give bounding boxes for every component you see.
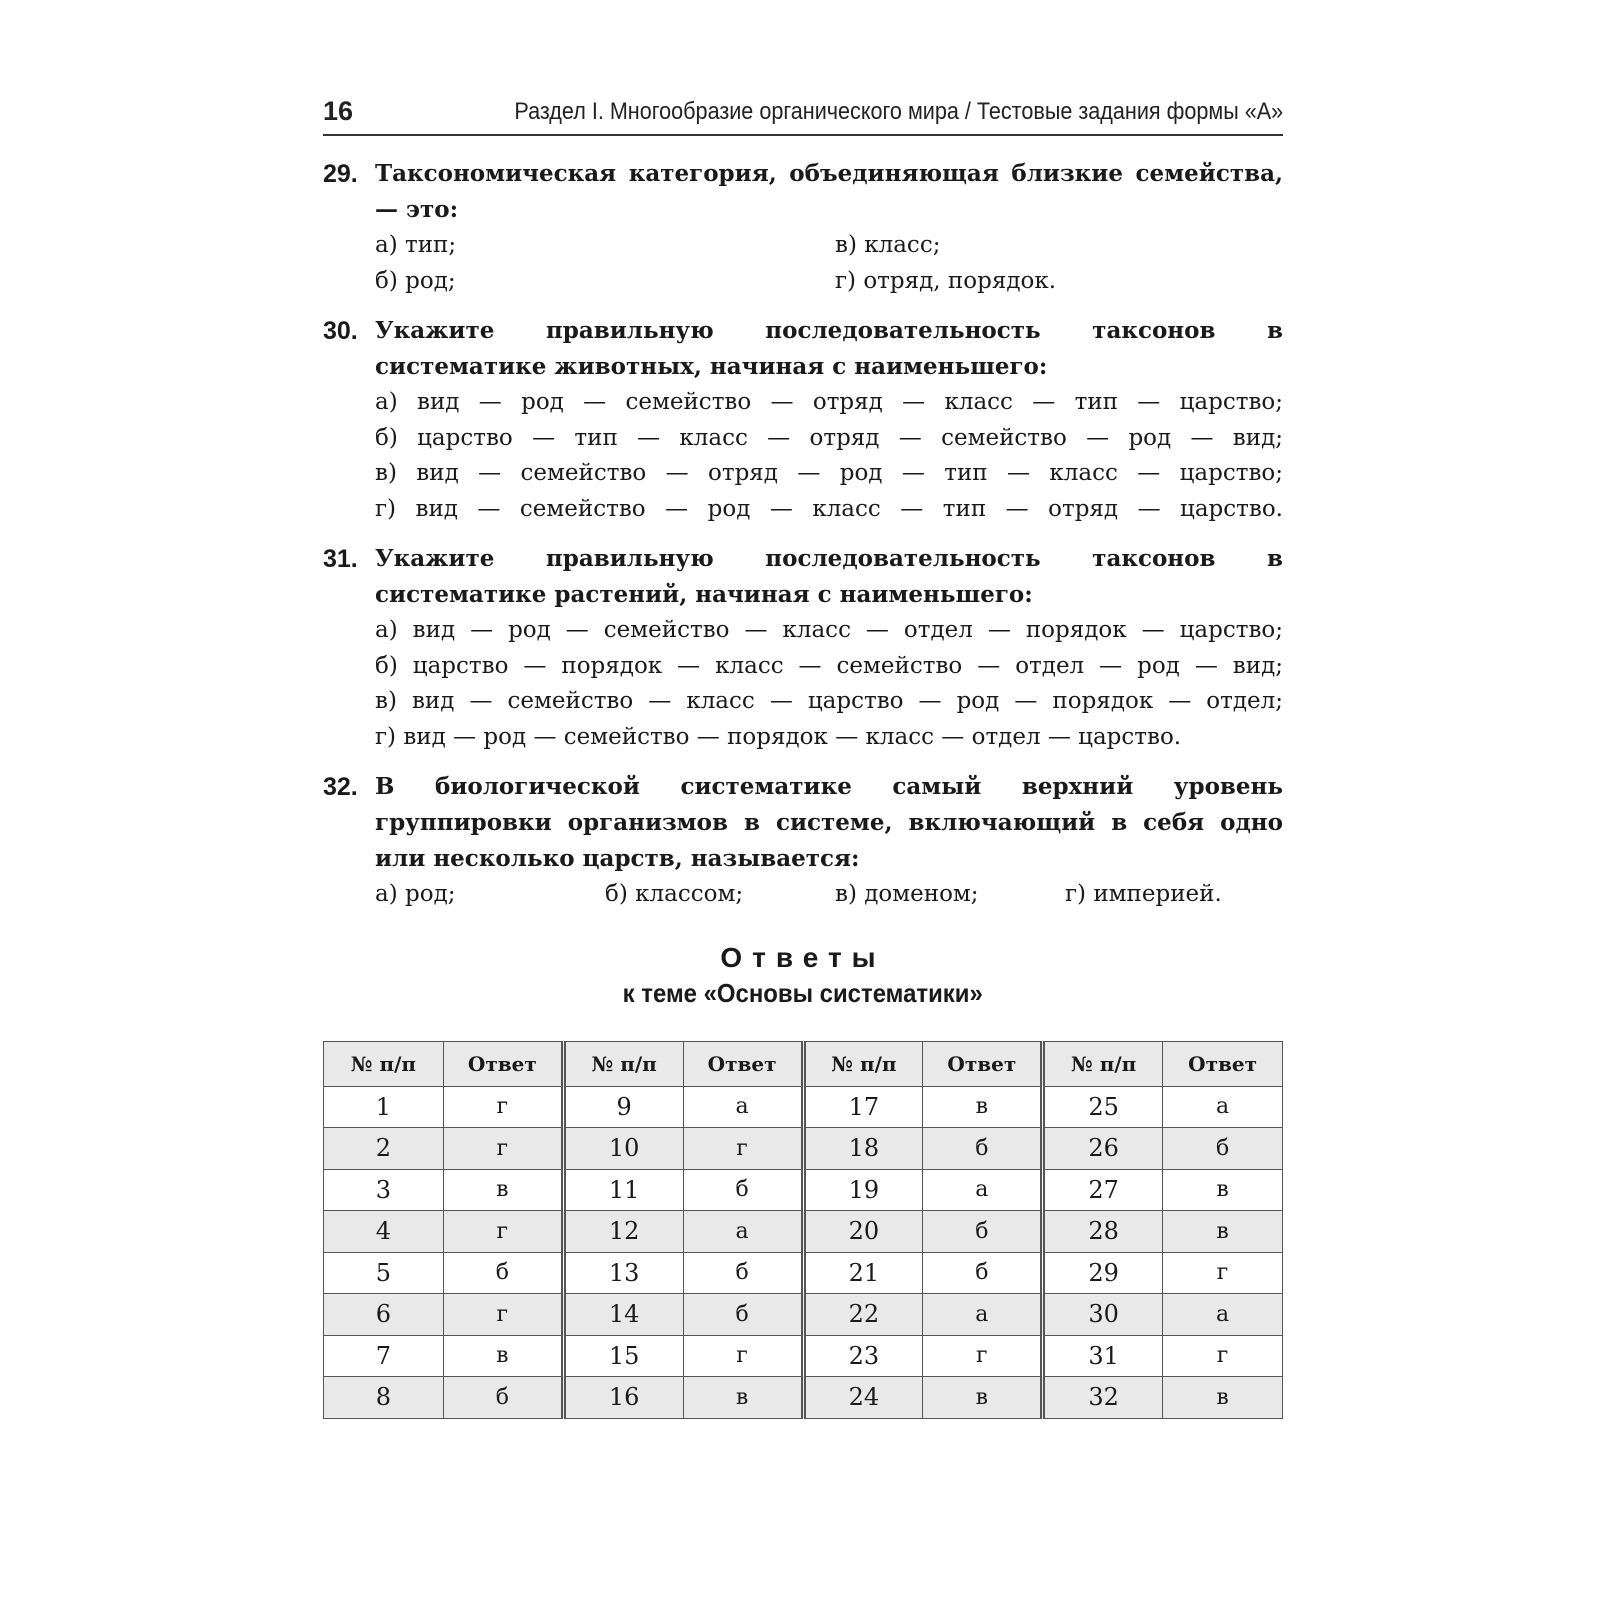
option-g: г) отряд, порядок.	[835, 267, 1057, 294]
table-row	[324, 1128, 1283, 1170]
table-row	[324, 1086, 1283, 1128]
question-num-cell: 1	[324, 1086, 444, 1128]
answers-table	[323, 1041, 1283, 1419]
question-num-cell: 14	[563, 1294, 683, 1336]
question-number: 31.	[323, 545, 358, 573]
answer-letter-cell: б	[923, 1211, 1043, 1253]
option-g: г) империей.	[1065, 881, 1222, 907]
question-31	[323, 541, 1283, 755]
option-a: а) вид — род — семейство — класс — отдел — порядок — царство;	[375, 617, 1283, 643]
option-v: в) доменом;	[835, 881, 979, 907]
question-num-cell: 6	[324, 1294, 444, 1336]
answer-letter-cell: а	[923, 1294, 1043, 1336]
question-num-cell: 22	[803, 1294, 923, 1336]
option-v: в) вид — семейство — отряд — род — тип — класс — царство;	[375, 460, 1283, 486]
option-v: в) класс;	[835, 232, 941, 258]
question-text: Таксономическая категория, объединяющая близкие семейства, — это:	[375, 160, 1283, 223]
answers-subtitle: к теме «Основы систематики»	[622, 977, 984, 1008]
answer-letter-cell: г	[443, 1294, 563, 1336]
answer-letter-cell: г	[923, 1335, 1043, 1377]
table-row	[324, 1377, 1283, 1419]
answer-letter-cell: в	[923, 1086, 1043, 1128]
question-num-cell: 10	[563, 1128, 683, 1170]
option-b: б) род;	[375, 267, 456, 294]
question-num-cell: 27	[1043, 1169, 1163, 1211]
question-number: 30.	[323, 317, 358, 345]
answer-letter-cell: а	[923, 1169, 1043, 1211]
table-row	[324, 1335, 1283, 1377]
answer-options	[375, 613, 1283, 755]
question-num-cell: 13	[563, 1252, 683, 1294]
table-row	[324, 1294, 1283, 1336]
question-num-cell: 29	[1043, 1252, 1163, 1294]
question-num-cell: 7	[324, 1335, 444, 1377]
question-num-cell: 4	[324, 1211, 444, 1253]
answer-letter-cell: г	[1163, 1252, 1283, 1294]
question-num-cell: 18	[803, 1128, 923, 1170]
question-num-cell: 9	[563, 1086, 683, 1128]
option-g: г) вид — род — семейство — порядок — класс — отдел — царство.	[375, 723, 1182, 750]
answer-letter-cell: г	[443, 1086, 563, 1128]
option-a: а) род;	[375, 881, 456, 907]
question-number: 32.	[323, 773, 358, 801]
question-num-cell: 17	[803, 1086, 923, 1128]
question-30	[323, 313, 1283, 527]
col-ans-header: Ответ	[923, 1041, 1043, 1086]
answer-letter-cell: а	[683, 1211, 803, 1253]
answer-letter-cell: г	[443, 1211, 563, 1253]
question-num-cell: 3	[324, 1169, 444, 1211]
question-29	[323, 156, 1283, 299]
option-b: б) царство — тип — класс — отряд — семейство — род — вид;	[375, 424, 1283, 451]
page-header	[323, 92, 1283, 136]
option-b: б) царство — порядок — класс — семейство — отдел — род — вид;	[375, 652, 1283, 679]
question-num-cell: 20	[803, 1211, 923, 1253]
question-num-cell: 12	[563, 1211, 683, 1253]
book-page	[323, 92, 1283, 1419]
option-v: в) вид — семейство — класс — царство — род — порядок — отдел;	[375, 688, 1283, 714]
answer-letter-cell: в	[923, 1377, 1043, 1419]
answer-letter-cell: г	[683, 1128, 803, 1170]
answer-letter-cell: в	[683, 1377, 803, 1419]
question-num-cell: 30	[1043, 1294, 1163, 1336]
answer-letter-cell: б	[1163, 1128, 1283, 1170]
option-b: б) классом;	[605, 881, 744, 907]
question-num-cell: 21	[803, 1252, 923, 1294]
table-row	[324, 1211, 1283, 1253]
question-num-cell: 23	[803, 1335, 923, 1377]
answer-letter-cell: б	[443, 1252, 563, 1294]
answer-letter-cell: в	[1163, 1377, 1283, 1419]
answer-options	[375, 385, 1283, 527]
col-num-header: № п/п	[1043, 1041, 1163, 1086]
question-num-cell: 24	[803, 1377, 923, 1419]
answer-letter-cell: а	[1163, 1086, 1283, 1128]
answer-letter-cell: в	[443, 1169, 563, 1211]
col-num-header: № п/п	[803, 1041, 923, 1086]
answers-heading	[323, 941, 1283, 1011]
answer-letter-cell: г	[1163, 1335, 1283, 1377]
question-number: 29.	[323, 160, 358, 188]
col-num-header: № п/п	[324, 1041, 444, 1086]
answers-table-header	[324, 1041, 1283, 1086]
answer-letter-cell: а	[683, 1086, 803, 1128]
question-32	[323, 769, 1283, 913]
col-num-header: № п/п	[563, 1041, 683, 1086]
answer-letter-cell: б	[683, 1294, 803, 1336]
question-num-cell: 8	[324, 1377, 444, 1419]
answers-title: Ответы	[720, 941, 886, 973]
answer-letter-cell: б	[443, 1377, 563, 1419]
question-num-cell: 31	[1043, 1335, 1163, 1377]
table-row	[324, 1169, 1283, 1211]
question-text: Укажите правильную последовательность таксонов в систематике растений, начиная с наименьшего:	[375, 545, 1283, 608]
question-text: Укажите правильную последовательность таксонов в систематике животных, начиная с наименьшего:	[375, 317, 1283, 380]
col-ans-header: Ответ	[1163, 1041, 1283, 1086]
answer-letter-cell: г	[683, 1335, 803, 1377]
question-text: В биологической систематике самый верхний уровень группировки организмов в системе, включающий в себя одно или несколько царств, называется:	[375, 773, 1283, 872]
col-ans-header: Ответ	[683, 1041, 803, 1086]
question-num-cell: 26	[1043, 1128, 1163, 1170]
question-num-cell: 25	[1043, 1086, 1163, 1128]
question-num-cell: 16	[563, 1377, 683, 1419]
answer-letter-cell: б	[683, 1169, 803, 1211]
option-a: а) тип;	[375, 232, 457, 258]
answer-letter-cell: в	[443, 1335, 563, 1377]
question-num-cell: 19	[803, 1169, 923, 1211]
col-ans-header: Ответ	[443, 1041, 563, 1086]
option-g: г) вид — семейство — род — класс — тип — отряд — царство.	[375, 495, 1283, 522]
question-num-cell: 32	[1043, 1377, 1163, 1419]
answer-letter-cell: в	[1163, 1211, 1283, 1253]
question-num-cell: 5	[324, 1252, 444, 1294]
page-number: 16	[323, 96, 354, 126]
answer-letter-cell: г	[443, 1128, 563, 1170]
question-num-cell: 28	[1043, 1211, 1163, 1253]
question-num-cell: 15	[563, 1335, 683, 1377]
answer-letter-cell: б	[923, 1128, 1043, 1170]
answer-letter-cell: а	[1163, 1294, 1283, 1336]
question-num-cell: 2	[324, 1128, 444, 1170]
answer-options	[375, 877, 1283, 913]
answer-letter-cell: в	[1163, 1169, 1283, 1211]
questions-list	[323, 156, 1283, 913]
question-num-cell: 11	[563, 1169, 683, 1211]
answer-options	[375, 228, 1283, 299]
table-row	[324, 1252, 1283, 1294]
running-title: Раздел I. Многообразие органического мира / Тестовые задания формы «А»	[514, 98, 1283, 125]
answer-letter-cell: б	[923, 1252, 1043, 1294]
answer-letter-cell: б	[683, 1252, 803, 1294]
option-a: а) вид — род — семейство — отряд — класс — тип — царство;	[375, 389, 1283, 415]
